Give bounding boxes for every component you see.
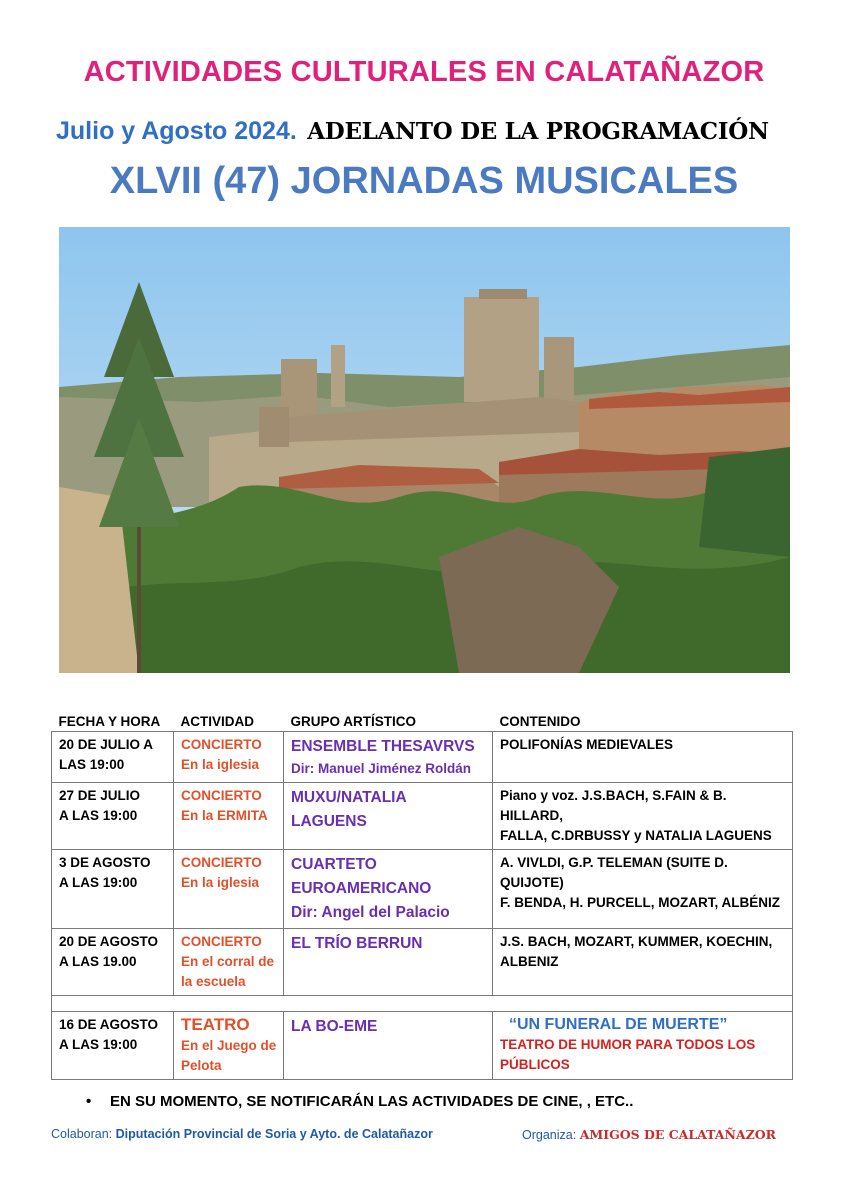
table-row bbox=[52, 783, 793, 850]
event-group: LA BO-EME bbox=[284, 1012, 493, 1080]
event-group: EL TRÍO BERRUN bbox=[284, 929, 493, 996]
organizer: Organiza: AMIGOS DE CALATAÑAZOR bbox=[522, 1127, 777, 1142]
event-activity: CONCIERTO En la iglesia bbox=[174, 850, 284, 929]
program-table bbox=[51, 712, 793, 1080]
empty-row bbox=[52, 996, 793, 1012]
event-date: 3 DE AGOSTO A LAS 19:00 bbox=[52, 850, 174, 929]
event-content: A. VIVLDI, G.P. TELEMAN (SUITE D. QUIJOTE) F. BENDA, H. PURCELL, MOZART, ALBÉNIZ bbox=[493, 850, 793, 929]
table-row bbox=[52, 732, 793, 783]
event-date: 20 DE AGOSTO A LAS 19.00 bbox=[52, 929, 174, 996]
village-castle-photo bbox=[59, 227, 790, 673]
collaborators: Colaboran: Diputación Provincial de Soria y Ayto. de Calatañazor bbox=[51, 1127, 433, 1141]
date-line bbox=[56, 117, 769, 146]
event-content: Piano y voz. J.S.BACH, S.FAIN & B. HILLARD, FALLA, C.DRBUSSY y NATALIA LAGUENS bbox=[493, 783, 793, 850]
table-row bbox=[52, 1012, 793, 1080]
advance-program-label: ADELANTO DE LA PROGRAMACIÓN bbox=[307, 118, 769, 145]
date-range: Julio y Agosto 2024. bbox=[56, 117, 297, 145]
event-activity: TEATRO En el Juego de Pelota bbox=[174, 1012, 284, 1080]
event-group: CUARTETO EUROAMERICANO Dir: Angel del Palacio bbox=[284, 850, 493, 929]
table-row bbox=[52, 850, 793, 929]
event-content: J.S. BACH, MOZART, KUMMER, KOECHIN, ALBENIZ bbox=[493, 929, 793, 996]
notice: • EN SU MOMENTO, SE NOTIFICARÁN LAS ACTIVIDADES DE CINE, , ETC.. bbox=[86, 1093, 634, 1110]
festival-title: XLVII (47) JORNADAS MUSICALES bbox=[109, 160, 739, 202]
table-header-row bbox=[52, 712, 793, 732]
event-group: MUXU/NATALIA LAGUENS bbox=[284, 783, 493, 850]
header-content: CONTENIDO bbox=[499, 714, 581, 729]
header-group: GRUPO ARTÍSTICO bbox=[290, 714, 417, 729]
header-date: FECHA Y HORA bbox=[58, 714, 161, 729]
event-activity: CONCIERTO En la ERMITA bbox=[174, 783, 284, 850]
event-content: “UN FUNERAL DE MUERTE” TEATRO DE HUMOR PARA TODOS LOS PÚBLICOS bbox=[493, 1012, 793, 1080]
page-title: ACTIVIDADES CULTURALES EN CALATAÑAZOR bbox=[83, 56, 765, 88]
bullet-icon: • bbox=[86, 1093, 92, 1110]
event-activity: CONCIERTO En la iglesia bbox=[174, 732, 284, 783]
table-row bbox=[52, 929, 793, 996]
event-date: 20 DE JULIO A LAS 19:00 bbox=[52, 732, 174, 783]
event-date: 27 DE JULIO A LAS 19:00 bbox=[52, 783, 174, 850]
header-activity: ACTIVIDAD bbox=[180, 714, 254, 729]
event-content: POLIFONÍAS MEDIEVALES bbox=[493, 732, 793, 783]
event-date: 16 DE AGOSTO A LAS 19:00 bbox=[52, 1012, 174, 1080]
event-group: ENSEMBLE THESAVRVS Dir: Manuel Jiménez Roldán bbox=[284, 732, 493, 783]
event-activity: CONCIERTO En el corral de la escuela bbox=[174, 929, 284, 996]
